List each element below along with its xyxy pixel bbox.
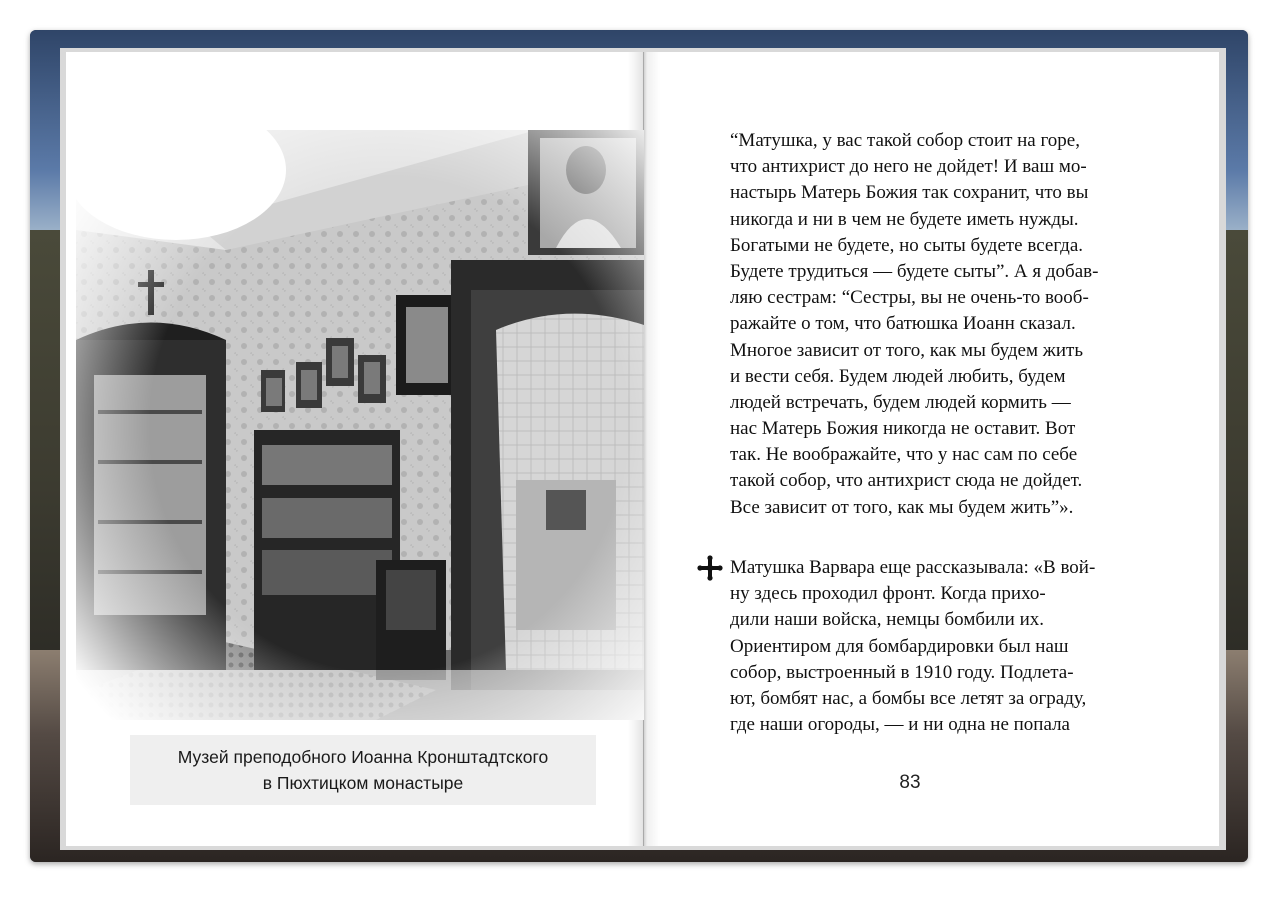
caption-line-1: Музей преподобного Иоанна Кронштадтского (177, 747, 549, 767)
text-line: такой собор, что антихрист сюда не дойдет. (730, 470, 1083, 492)
caption-line-2: в Пюхтицком монастыре (262, 773, 464, 794)
paragraph-2 (730, 555, 1130, 738)
text-line: никогда и ни в чем не будете иметь нужды. (730, 208, 1079, 230)
text-line: Многое зависит от того, как мы будем жить (730, 339, 1083, 361)
photo-caption (130, 744, 596, 796)
paragraph-1 (730, 128, 1130, 521)
text-line: что антихрист до него не дойдет! И ваш мо- (730, 156, 1087, 178)
text-line: Все зависит от того, как мы будем жить”». (730, 496, 1074, 518)
page-number: 83 (899, 772, 921, 793)
text-line: Будете трудиться — будете сыты”. А я добав- (730, 260, 1099, 282)
text-line: “Матушка, у вас такой собор стоит на горе, (730, 130, 1080, 151)
text-line: и вести себя. Будем людей любить, будем (730, 365, 1066, 387)
text-line: Матушка Варвара еще рассказывала: «В вой- (730, 557, 1096, 578)
text-line: настырь Матерь Божия так сохранит, что вы (730, 182, 1089, 204)
text-line: так. Не воображайте, что у нас сам по себе (730, 444, 1078, 466)
text-line: Ориентиром для бомбардировки был наш (730, 635, 1069, 657)
text-line: нас Матерь Божия никогда не оставит. Вот (730, 418, 1076, 440)
cross-ornament-icon (697, 555, 723, 581)
text-line: людей встречать, будем людей кормить — (730, 391, 1071, 413)
text-line: дили наши войска, немцы бомбили их. (730, 609, 1044, 631)
text-line: ну здесь проходил фронт. Когда прихо- (730, 583, 1046, 605)
text-line: ражайте о том, что батюшка Иоанн сказал. (730, 313, 1076, 335)
text-line: где наши огороды, — и ни одна не попала (730, 714, 1070, 736)
text-line: ют, бомбят нас, а бомбы все летят за ограду, (730, 687, 1087, 709)
text-line: ляю сестрам: “Сестры, вы не очень-то вооб- (730, 287, 1089, 309)
text-line: собор, выстроенный в 1910 году. Подлета- (730, 661, 1074, 683)
text-line: Богатыми не будете, но сыты будете всегда. (730, 234, 1084, 256)
museum-photo (76, 130, 644, 720)
